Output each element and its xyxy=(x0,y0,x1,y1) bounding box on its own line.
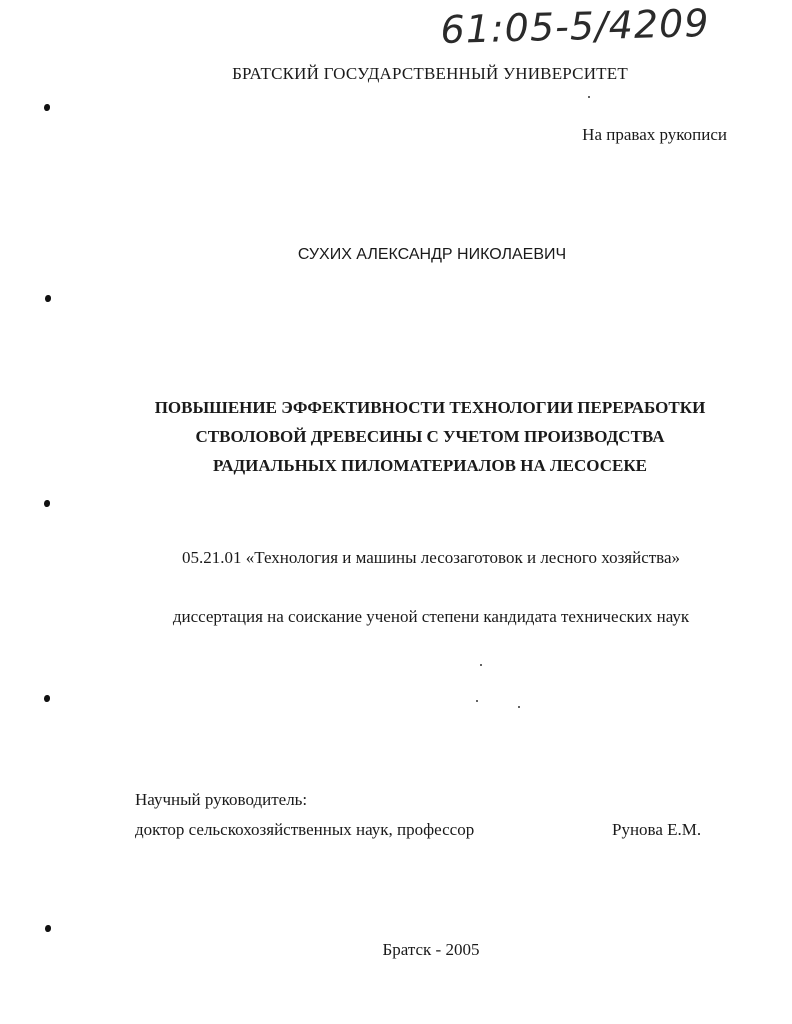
scan-speck xyxy=(588,96,590,98)
punch-hole-mark xyxy=(44,695,50,702)
university-name: БРАТСКИЙ ГОСУДАРСТВЕННЫЙ УНИВЕРСИТЕТ xyxy=(232,64,628,83)
title-line-3: РАДИАЛЬНЫХ ПИЛОМАТЕРИАЛОВ НА ЛЕСОСЕКЕ xyxy=(213,456,647,475)
scan-speck xyxy=(480,664,482,666)
degree-statement: диссертация на соискание ученой степени кандидата технических наук xyxy=(172,607,690,626)
author-name: СУХИХ АЛЕКСАНДР НИКОЛАЕВИЧ xyxy=(297,246,567,263)
punch-hole-mark xyxy=(44,104,50,111)
title-line-2: СТВОЛОВОЙ ДРЕВЕСИНЫ С УЧЕТОМ ПРОИЗВОДСТВА xyxy=(195,427,665,446)
manuscript-rights-note: На правах рукописи xyxy=(582,125,727,144)
supervisor-title: доктор сельскохозяйственных наук, профессор xyxy=(135,820,475,839)
dissertation-title xyxy=(130,393,730,480)
supervisor-label: Научный руководитель: xyxy=(135,790,308,809)
punch-hole-mark xyxy=(45,295,51,302)
title-line-1: ПОВЫШЕНИЕ ЭФФЕКТИВНОСТИ ТЕХНОЛОГИИ ПЕРЕРАБОТКИ xyxy=(154,398,706,417)
scan-speck xyxy=(518,706,520,708)
scan-speck xyxy=(476,700,478,702)
city-year: Братск - 2005 xyxy=(382,940,480,959)
punch-hole-mark xyxy=(45,925,51,932)
supervisor-name: Рунова Е.М. xyxy=(612,820,702,839)
handwritten-catalog-code: 61:05-5/4209 xyxy=(440,0,710,52)
punch-hole-mark xyxy=(44,500,50,507)
specialty-code: 05.21.01 «Технология и машины лесозаготовок и лесного хозяйства» xyxy=(181,548,681,567)
